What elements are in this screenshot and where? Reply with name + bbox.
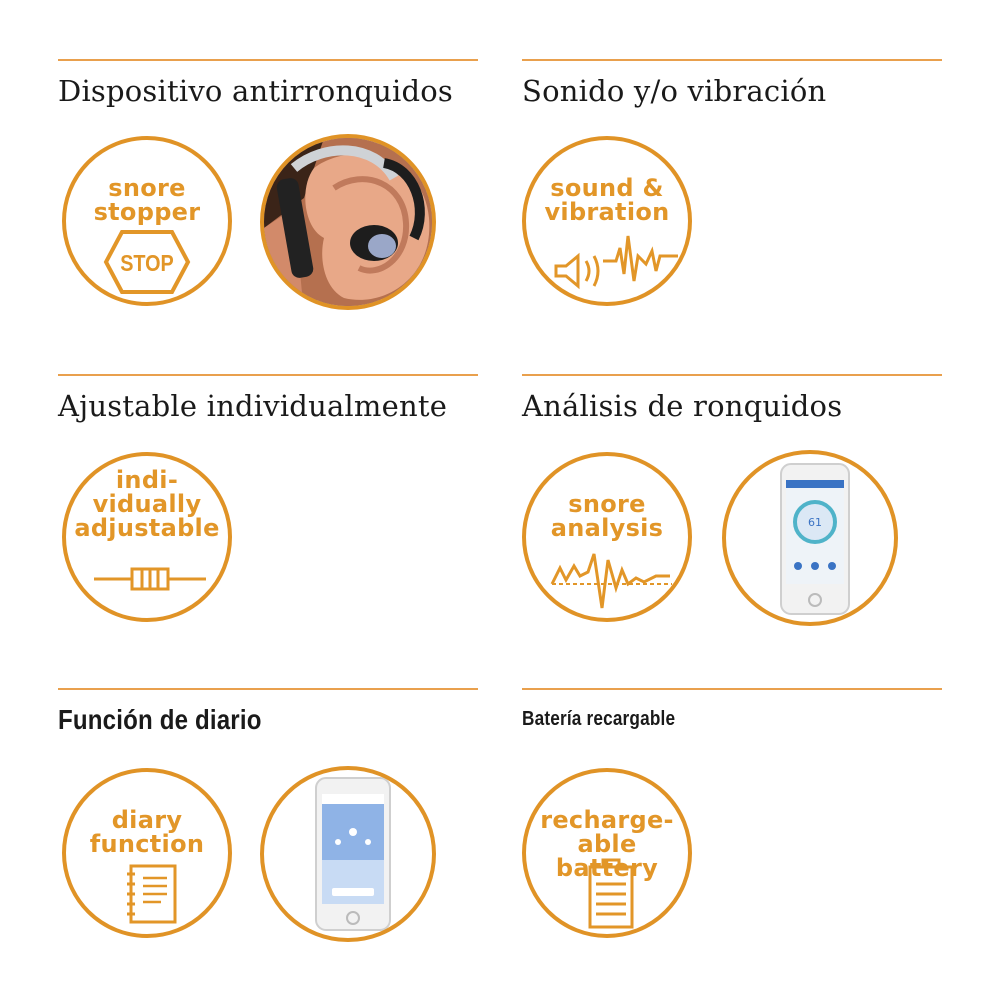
adjuster-slider-icon [90,564,210,594]
ear-illustration [264,138,436,310]
notebook-icon [121,862,181,926]
badge-line: vidually [92,490,202,518]
divider-mid-right [522,374,942,376]
badge-line: snore [108,174,186,202]
heading-diary: Función de diario [58,704,262,735]
phone-score: 61 [808,516,822,529]
divider-bottom-right [522,688,942,690]
badge-line: able battery [555,830,659,882]
divider-top-right [522,59,942,61]
badge-line: stopper [93,198,201,226]
snore-analysis-badge [522,452,692,622]
heading-analysis: Análisis de ronquidos [522,389,843,423]
heading-anti-snore: Dispositivo antirronquidos [58,74,453,108]
sound-vibration-badge [522,136,692,306]
badge-line: adjustable [74,514,220,542]
stop-sign-text: STOP [120,250,174,277]
snore-stopper-badge [62,136,232,306]
adjustable-badge [62,452,232,622]
badge-line: snore [568,490,646,518]
heading-adjustable: Ajustable individualmente [58,389,448,423]
phone-diary-illustration [264,770,436,942]
heading-battery: Batería recargable [522,708,676,730]
badge-line: sound & [550,174,664,202]
heading-sound-vibration: Sonido y/o vibración [522,74,827,108]
divider-mid-left [58,374,478,376]
divider-top-left [58,59,478,61]
diary-function-badge [62,768,232,938]
divider-bottom-left [58,688,478,690]
speaker-wave-icon [548,226,688,296]
battery-icon [586,858,636,930]
badge-line: diary [111,806,183,834]
battery-badge [522,768,692,938]
phone-analysis-illustration [726,454,898,626]
phone-app-diary [260,766,436,942]
phone-app-analysis [722,450,898,626]
badge-line: function [89,830,205,858]
badge-line: vibration [544,198,670,226]
badge-line: indi- [115,466,179,494]
badge-line: analysis [550,514,664,542]
waveform-icon [546,546,676,616]
stop-sign-icon [102,230,192,294]
ear-device-photo [260,134,436,310]
badge-line: recharge- [540,806,674,834]
